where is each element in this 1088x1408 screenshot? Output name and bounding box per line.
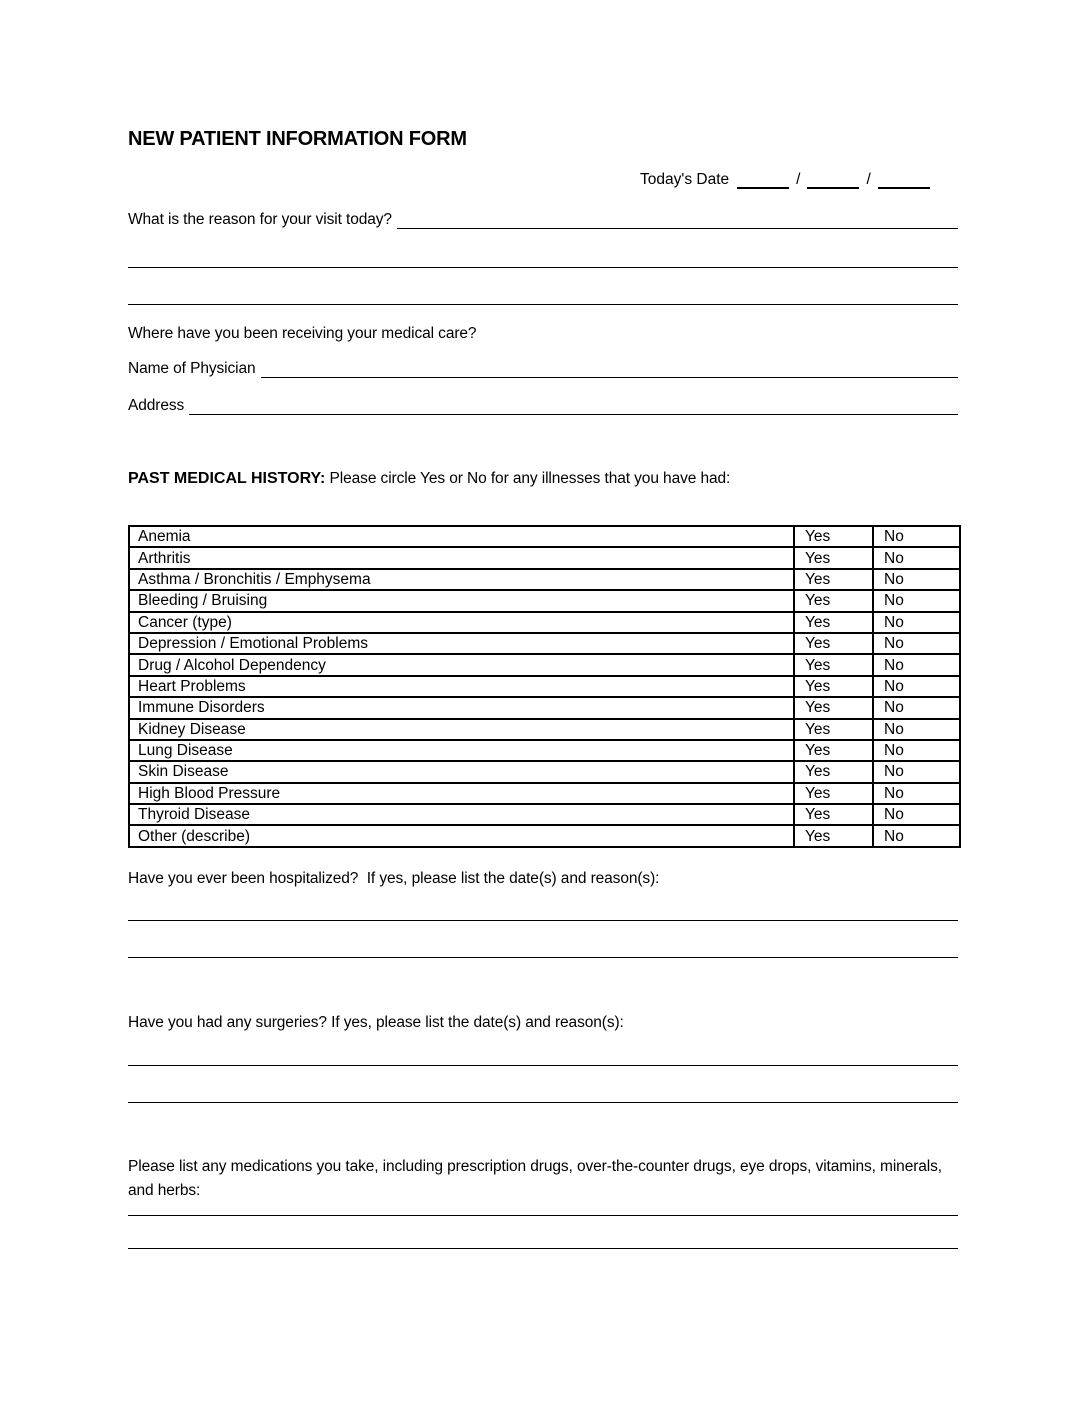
todays-date-row bbox=[640, 170, 930, 189]
yes-option[interactable]: Yes bbox=[794, 804, 873, 825]
table-row bbox=[129, 740, 960, 761]
no-option[interactable]: No bbox=[873, 825, 960, 846]
medications-question: Please list any medications you take, including prescription drugs, over-the-counter drugs, eye drops, vitamins, minerals, and herbs: bbox=[128, 1158, 947, 1199]
no-option[interactable]: No bbox=[873, 719, 960, 740]
table-row bbox=[129, 654, 960, 675]
yes-option[interactable]: Yes bbox=[794, 676, 873, 697]
address-row bbox=[128, 397, 958, 415]
condition-label: Immune Disorders bbox=[129, 697, 794, 718]
table-row bbox=[129, 569, 960, 590]
no-option[interactable]: No bbox=[873, 740, 960, 761]
reason-answer-line-3[interactable] bbox=[128, 304, 958, 305]
history-table bbox=[128, 525, 961, 848]
surgeries-question: Have you had any surgeries? If yes, please list the date(s) and reason(s): bbox=[128, 1014, 624, 1031]
physician-row bbox=[128, 360, 958, 378]
physician-line[interactable] bbox=[261, 360, 958, 378]
no-option[interactable]: No bbox=[873, 526, 960, 547]
condition-label: Anemia bbox=[129, 526, 794, 547]
reason-question-row bbox=[128, 211, 958, 229]
history-heading: PAST MEDICAL HISTORY: bbox=[128, 470, 326, 487]
yes-option[interactable]: Yes bbox=[794, 719, 873, 740]
no-option[interactable]: No bbox=[873, 697, 960, 718]
hospitalized-question: Have you ever been hospitalized? If yes, please list the date(s) and reason(s): bbox=[128, 870, 660, 887]
condition-label: Asthma / Bronchitis / Emphysema bbox=[129, 569, 794, 590]
condition-label: High Blood Pressure bbox=[129, 783, 794, 804]
medications-line-1[interactable] bbox=[128, 1215, 958, 1216]
no-option[interactable]: No bbox=[873, 676, 960, 697]
date-day-blank[interactable] bbox=[807, 171, 859, 189]
no-option[interactable]: No bbox=[873, 590, 960, 611]
hospitalized-line-2[interactable] bbox=[128, 957, 958, 958]
table-row bbox=[129, 783, 960, 804]
date-separator: / bbox=[866, 171, 871, 188]
condition-label: Bleeding / Bruising bbox=[129, 590, 794, 611]
no-option[interactable]: No bbox=[873, 547, 960, 568]
date-month-blank[interactable] bbox=[737, 171, 789, 189]
surgeries-line-1[interactable] bbox=[128, 1065, 958, 1066]
yes-option[interactable]: Yes bbox=[794, 612, 873, 633]
no-option[interactable]: No bbox=[873, 633, 960, 654]
hospitalized-line-1[interactable] bbox=[128, 920, 958, 921]
table-row bbox=[129, 804, 960, 825]
condition-label: Depression / Emotional Problems bbox=[129, 633, 794, 654]
todays-date-label: Today's Date bbox=[640, 171, 730, 188]
yes-option[interactable]: Yes bbox=[794, 825, 873, 846]
date-separator: / bbox=[796, 171, 801, 188]
reason-answer-line[interactable] bbox=[397, 211, 958, 229]
form-title: NEW PATIENT INFORMATION FORM bbox=[128, 128, 467, 150]
history-instructions: Please circle Yes or No for any illnesses that you have had: bbox=[325, 470, 731, 487]
table-row bbox=[129, 633, 960, 654]
table-row bbox=[129, 547, 960, 568]
no-option[interactable]: No bbox=[873, 654, 960, 675]
address-label: Address bbox=[128, 397, 185, 414]
no-option[interactable]: No bbox=[873, 804, 960, 825]
yes-option[interactable]: Yes bbox=[794, 569, 873, 590]
table-row bbox=[129, 761, 960, 782]
date-year-blank[interactable] bbox=[878, 171, 930, 189]
reason-question-label: What is the reason for your visit today? bbox=[128, 211, 392, 228]
history-heading-row bbox=[128, 469, 988, 488]
condition-label: Other (describe) bbox=[129, 825, 794, 846]
reason-answer-line-2[interactable] bbox=[128, 267, 958, 268]
condition-label: Thyroid Disease bbox=[129, 804, 794, 825]
surgeries-line-2[interactable] bbox=[128, 1102, 958, 1103]
yes-option[interactable]: Yes bbox=[794, 761, 873, 782]
yes-option[interactable]: Yes bbox=[794, 526, 873, 547]
condition-label: Skin Disease bbox=[129, 761, 794, 782]
no-option[interactable]: No bbox=[873, 783, 960, 804]
condition-label: Kidney Disease bbox=[129, 719, 794, 740]
yes-option[interactable]: Yes bbox=[794, 783, 873, 804]
table-row bbox=[129, 697, 960, 718]
yes-option[interactable]: Yes bbox=[794, 590, 873, 611]
no-option[interactable]: No bbox=[873, 612, 960, 633]
condition-label: Cancer (type) bbox=[129, 612, 794, 633]
table-row bbox=[129, 590, 960, 611]
condition-label: Drug / Alcohol Dependency bbox=[129, 654, 794, 675]
condition-label: Lung Disease bbox=[129, 740, 794, 761]
table-row bbox=[129, 612, 960, 633]
condition-label: Heart Problems bbox=[129, 676, 794, 697]
medical-care-question: Where have you been receiving your medical care? bbox=[128, 325, 477, 342]
yes-option[interactable]: Yes bbox=[794, 633, 873, 654]
no-option[interactable]: No bbox=[873, 761, 960, 782]
table-row bbox=[129, 676, 960, 697]
condition-label: Arthritis bbox=[129, 547, 794, 568]
yes-option[interactable]: Yes bbox=[794, 654, 873, 675]
table-row bbox=[129, 825, 960, 846]
address-line[interactable] bbox=[189, 397, 958, 415]
medications-line-2[interactable] bbox=[128, 1248, 958, 1249]
table-row bbox=[129, 719, 960, 740]
yes-option[interactable]: Yes bbox=[794, 547, 873, 568]
yes-option[interactable]: Yes bbox=[794, 697, 873, 718]
physician-label: Name of Physician bbox=[128, 360, 256, 377]
table-row bbox=[129, 526, 960, 547]
yes-option[interactable]: Yes bbox=[794, 740, 873, 761]
no-option[interactable]: No bbox=[873, 569, 960, 590]
history-table-body bbox=[129, 526, 960, 847]
